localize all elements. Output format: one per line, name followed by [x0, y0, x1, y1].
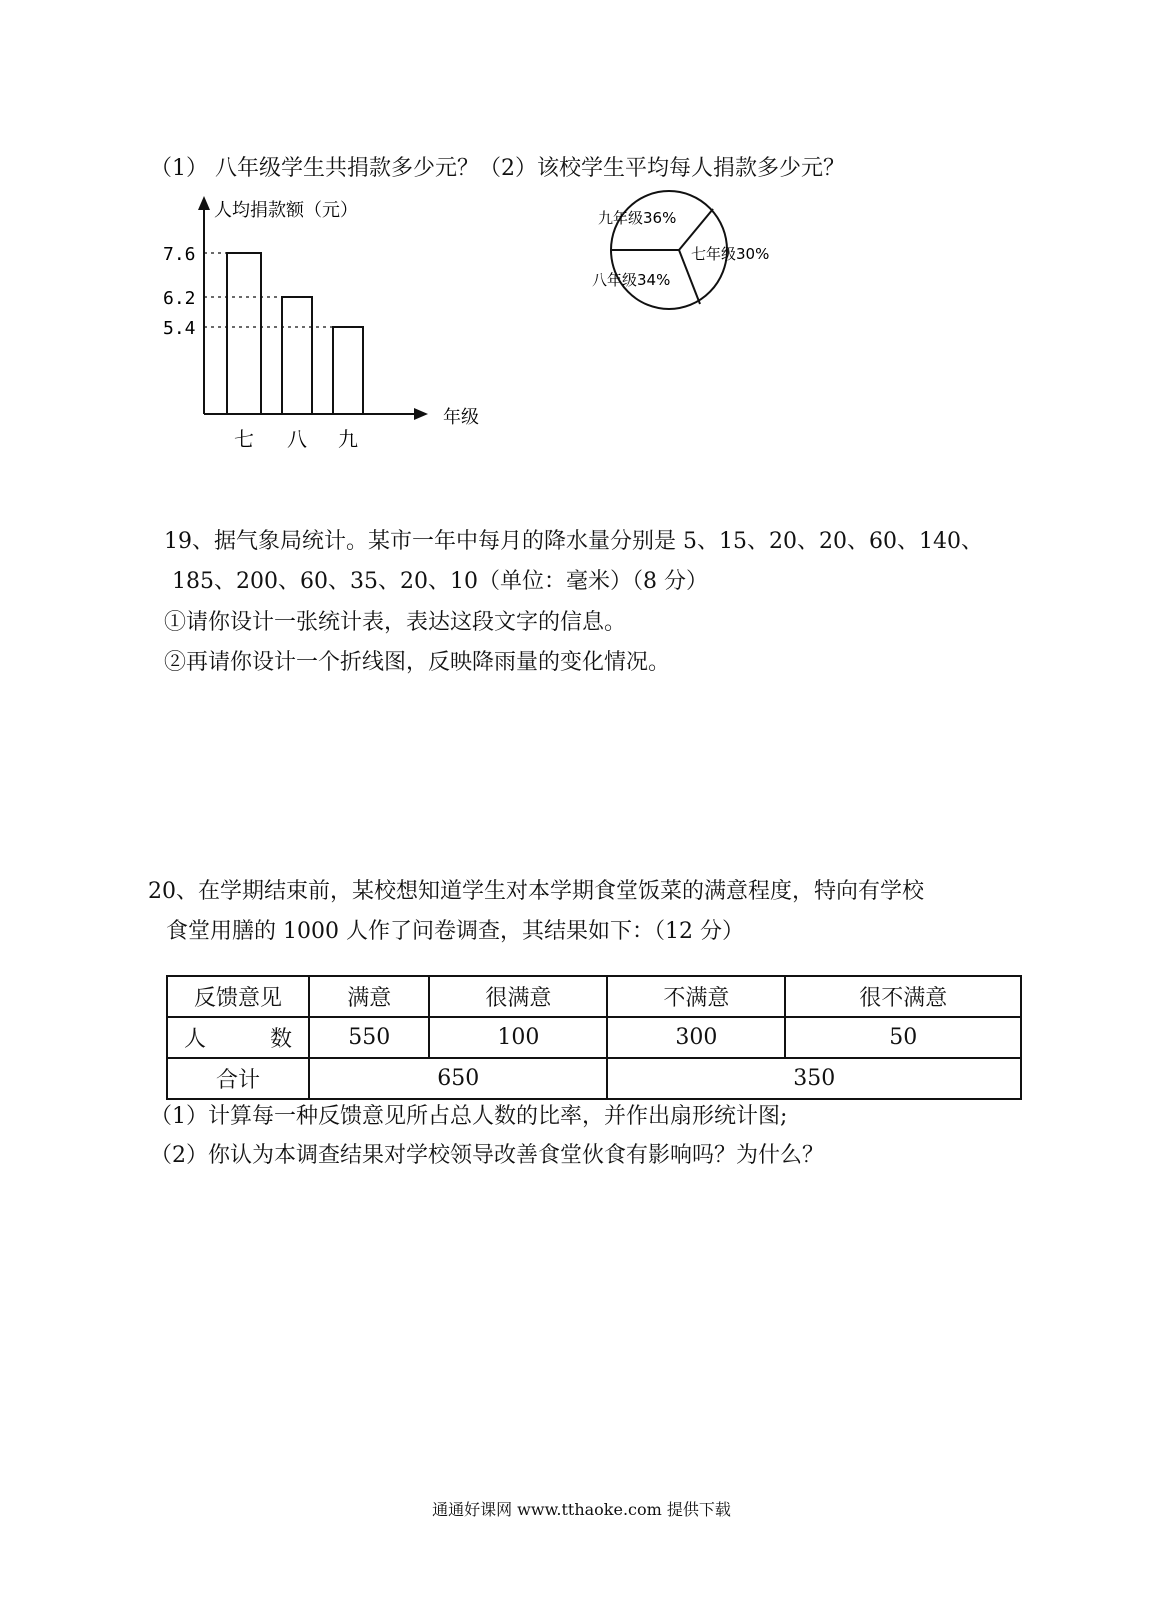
- survey-table: [166, 975, 1022, 1100]
- y-axis-label: 人均捐款额（元）: [214, 200, 358, 221]
- category-label: 七: [234, 427, 254, 451]
- category-label: 九: [338, 427, 358, 451]
- tick-label: 6.2: [163, 288, 196, 309]
- x-axis-label: 年级: [443, 407, 479, 428]
- row-label: [167, 1017, 309, 1058]
- q20-sub1: （1）计算每一种反馈意见所占总人数的比率，并作出扇形统计图;: [150, 1104, 788, 1129]
- table-row-totals: [167, 1058, 1021, 1099]
- total-cell: 350: [607, 1058, 1021, 1099]
- q19-line2: 185、200、60、35、20、10（单位：毫米）（8 分）: [172, 569, 708, 594]
- total-label: 合计: [167, 1058, 309, 1099]
- tick-label: 7.6: [163, 244, 196, 265]
- q20-line1: 20、在学期结束前，某校想知道学生对本学期食堂饭菜的满意程度，特向有学校: [148, 879, 924, 904]
- header-cell: 满意: [309, 976, 429, 1017]
- count-cell: 550: [309, 1017, 429, 1058]
- bar-chart: [163, 196, 479, 451]
- table-row-header: [167, 976, 1021, 1017]
- pie-slice: [679, 209, 713, 250]
- row-label-part: 数: [269, 1027, 292, 1052]
- q18-questions: （1） 八年级学生共捐款多少元？（2）该校学生平均每人捐款多少元？: [150, 156, 845, 181]
- q20-sub2: （2）你认为本调查结果对学校领导改善食堂伙食有影响吗？为什么？: [150, 1143, 824, 1168]
- bar: [333, 327, 363, 414]
- count-cell: 100: [429, 1017, 607, 1058]
- slice-label: 九年级36%: [598, 209, 677, 227]
- count-cell: 50: [785, 1017, 1021, 1058]
- q18-charts: [0, 0, 1163, 520]
- tick-label: 5.4: [163, 318, 196, 339]
- header-cell: 不满意: [607, 976, 785, 1017]
- header-cell: 很不满意: [785, 976, 1021, 1017]
- x-axis-arrow: [414, 408, 428, 420]
- pie-chart: [592, 191, 769, 309]
- footer: 通通好课网 www.tthaoke.com 提供下载: [432, 1500, 731, 1519]
- slice-label: 七年级30%: [691, 245, 770, 263]
- q19-item1: ①请你设计一张统计表，表达这段文字的信息。: [164, 610, 627, 635]
- bar: [227, 253, 261, 414]
- header-cell: 很满意: [429, 976, 607, 1017]
- header-cell: 反馈意见: [167, 976, 309, 1017]
- total-cell: 650: [309, 1058, 607, 1099]
- bar: [282, 297, 312, 414]
- y-axis-arrow: [198, 196, 210, 210]
- table-row-counts: [167, 1017, 1021, 1058]
- q19-item2: ②再请你设计一个折线图，反映降雨量的变化情况。: [164, 650, 671, 675]
- count-cell: 300: [607, 1017, 785, 1058]
- q20-line2: 食堂用膳的 1000 人作了问卷调查，其结果如下：（12 分）: [166, 919, 744, 944]
- category-label: 八: [287, 427, 307, 451]
- row-label-part: 人: [184, 1027, 207, 1052]
- q19-line1: 19、据气象局统计。某市一年中每月的降水量分别是 5、15、20、20、60、140、: [164, 529, 983, 554]
- slice-label: 八年级34%: [592, 271, 671, 289]
